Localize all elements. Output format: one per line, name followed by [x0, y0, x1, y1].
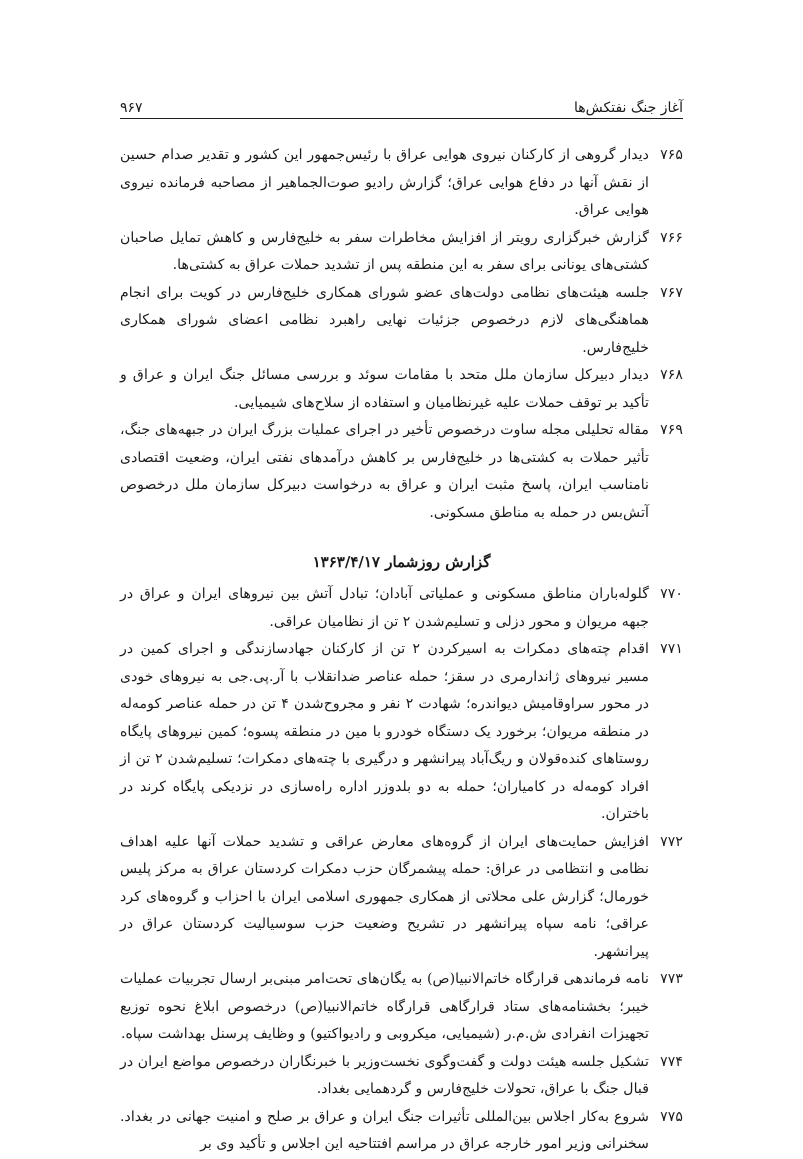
- entry-text: دیدار دبیرکل سازمان ملل متحد با مقامات سوئد و بررسی مسائل جنگ ایران و عراق و تأکید بر توقف حملات علیه غیرنظامیان و استفاده از سلاح‌های شیمیایی.: [120, 367, 649, 411]
- entry-number: ۷۷۳: [660, 971, 683, 987]
- entry-item: [120, 581, 683, 636]
- header-divider: [120, 118, 683, 119]
- entry-number: ۷۶۶: [660, 229, 683, 246]
- entry-text: دیدار گروهی از کارکنان نیروی هوایی عراق با رئیس‌جمهور این کشور و تقدیر صدام حسین از نقش آنها در دفاع هوایی عراق؛ گزارش رادیو صوت‌الجماهیر از مصاحبه فرمانده نیروی هوایی عراق.: [120, 147, 649, 218]
- entry-text: مقاله تحلیلی مجله ساوت درخصوص تأخیر در اجرای عملیات بزرگ ایران در جبهه‌های جنگ، تأثیر حملات به کشتی‌ها در خلیج‌فارس بر کاهش درآمدهای نفتی ایران، وضعیت اقتصادی نامناسب ایران، پاسخ مثبت ایران و عراق به درخواست دبیرکل سازمان ملل درخصوص آتش‌بس در حمله به مناطق مسکونی.: [120, 422, 649, 521]
- entry-number: ۷۶۷: [660, 284, 683, 301]
- entry-list-part1: [120, 142, 683, 527]
- entry-text: افزایش حمایت‌های ایران از گروه‌های معارض عراقی و تشدید حملات آنها علیه اهداف نظامی و انتظامی در عراق: حمله پیشمرگان حزب دمکرات کردستان عراق به مرکز پلیس خورمال؛ گزارش علی محلاتی از همکاری جمهوری اسلامی ایران با احزاب و گروه‌های کرد عراقی؛ نامه سپاه پیرانشهر در تشریح وضعیت حزب سوسیالیت کردستان عراق در پیرانشهر.: [120, 833, 649, 960]
- entry-text: اقدام چته‌های دمکرات به اسیرکردن ۲ تن از کارکنان جهادسازندگی و اجرای کمین در مسیر نیروهای ژاندارمری در سقز؛ حمله عناصر ضدانقلاب با آر.پی.جی به نیروهای خودی در محور سراوقامیش دیواندره؛ شهادت ۲ نفر و مجروح‌شدن ۴ تن در حمله عناصر کومه‌له در منطقه مریوان؛ برخورد یک دستگاه خودرو با مین در منطقه پسوه؛ کمین نیروهای پایگاه روستاهای کنده‌قولان و ریگ‌آباد پیرانشهر و درگیری با چته‌های دمکرات؛ تسلیم‌شدن ۲ تن از افراد کومه‌له در کامیاران؛ حمله به دو بلدوزر اداره راه‌سازی در نزدیکی پایگاه کرند در باختران.: [120, 641, 650, 822]
- entry-number: ۷۷۵: [660, 1108, 683, 1125]
- entry-text: جلسه هیئت‌های نظامی دولت‌های عضو شورای همکاری خلیج‌فارس در کویت برای انجام هماهنگی‌های لازم درخصوص جزئیات نهایی راهبرد نظامی اعضای شورای همکاری خلیج‌فارس.: [120, 284, 649, 356]
- page-number: ۹۶۷: [120, 100, 143, 116]
- entry-number: ۷۷۲: [660, 833, 683, 850]
- entry-list-part2: [120, 581, 683, 1159]
- chapter-title: آغاز جنگ نفتکش‌ها: [574, 100, 683, 116]
- entry-item: [120, 829, 683, 967]
- entry-item: [120, 417, 683, 527]
- entry-text: تشکیل جلسه هیئت دولت و گفت‌وگوی نخست‌وزیر با خبرنگاران درخصوص مواضع ایران در قبال جنگ با عراق، تحولات خلیج‌فارس و گردهمایی بغداد.: [120, 1053, 649, 1097]
- entry-text: گزارش خبرگزاری رویتر از افزایش مخاطرات سفر به خلیج‌فارس و کاهش تمایل صاحبان کشتی‌های یونانی برای سفر به این منطقه پس از تشدید حملات عراق به کشتی‌ها.: [120, 229, 649, 273]
- entry-item: [120, 636, 683, 829]
- entry-number: ۷۷۰: [660, 586, 683, 602]
- running-header: [120, 92, 683, 116]
- entry-number: ۷۶۹: [660, 422, 683, 438]
- entry-number: ۷۶۵: [660, 147, 683, 163]
- entry-item: [120, 225, 683, 280]
- page-body: [120, 142, 683, 1159]
- entry-number: ۷۷۱: [660, 641, 683, 657]
- entry-text: شروع به‌کار اجلاس بین‌المللی تأثیرات جنگ ایران و عراق بر صلح و امنیت جهانی در بغداد. سخنرانی وزیر امور خارجه عراق در مراسم افتتاحیه این اجلاس و تأکید وی بر: [120, 1108, 649, 1152]
- entry-item: [120, 966, 683, 1049]
- entry-text: گلوله‌باران مناطق مسکونی و عملیاتی آبادان؛ تبادل آتش بین نیروهای ایران و عراق در جبهه مریوان و محور دزلی و تسلیم‌شدن ۲ تن از نظامیان عراقی.: [120, 586, 649, 630]
- section-title: گزارش روزشمار ۱۳۶۳/۴/۱۷: [312, 553, 491, 571]
- entry-number: ۷۷۴: [660, 1053, 683, 1070]
- entry-item: [120, 1104, 683, 1159]
- entry-item: [120, 1049, 683, 1104]
- entry-text: نامه فرماندهی قرارگاه خاتم‌الانبیا(ص) به یگان‌های تحت‌امر مبنی‌بر ارسال تجربیات عملیات خیبر؛ بخشنامه‌های ستاد قرارگاهی قرارگاه خاتم‌الانبیا(ص) درخصوص ابلاغ نحوه توزیع تجهیزات انفرادی ش.م.ر (شیمیایی، میکروبی و رادیواکتیو) و وظایف پرسنل بهداشت سپاه.: [120, 971, 649, 1042]
- entry-number: ۷۶۸: [660, 367, 683, 383]
- entry-item: [120, 280, 683, 363]
- entry-item: [120, 142, 683, 225]
- entry-item: [120, 362, 683, 417]
